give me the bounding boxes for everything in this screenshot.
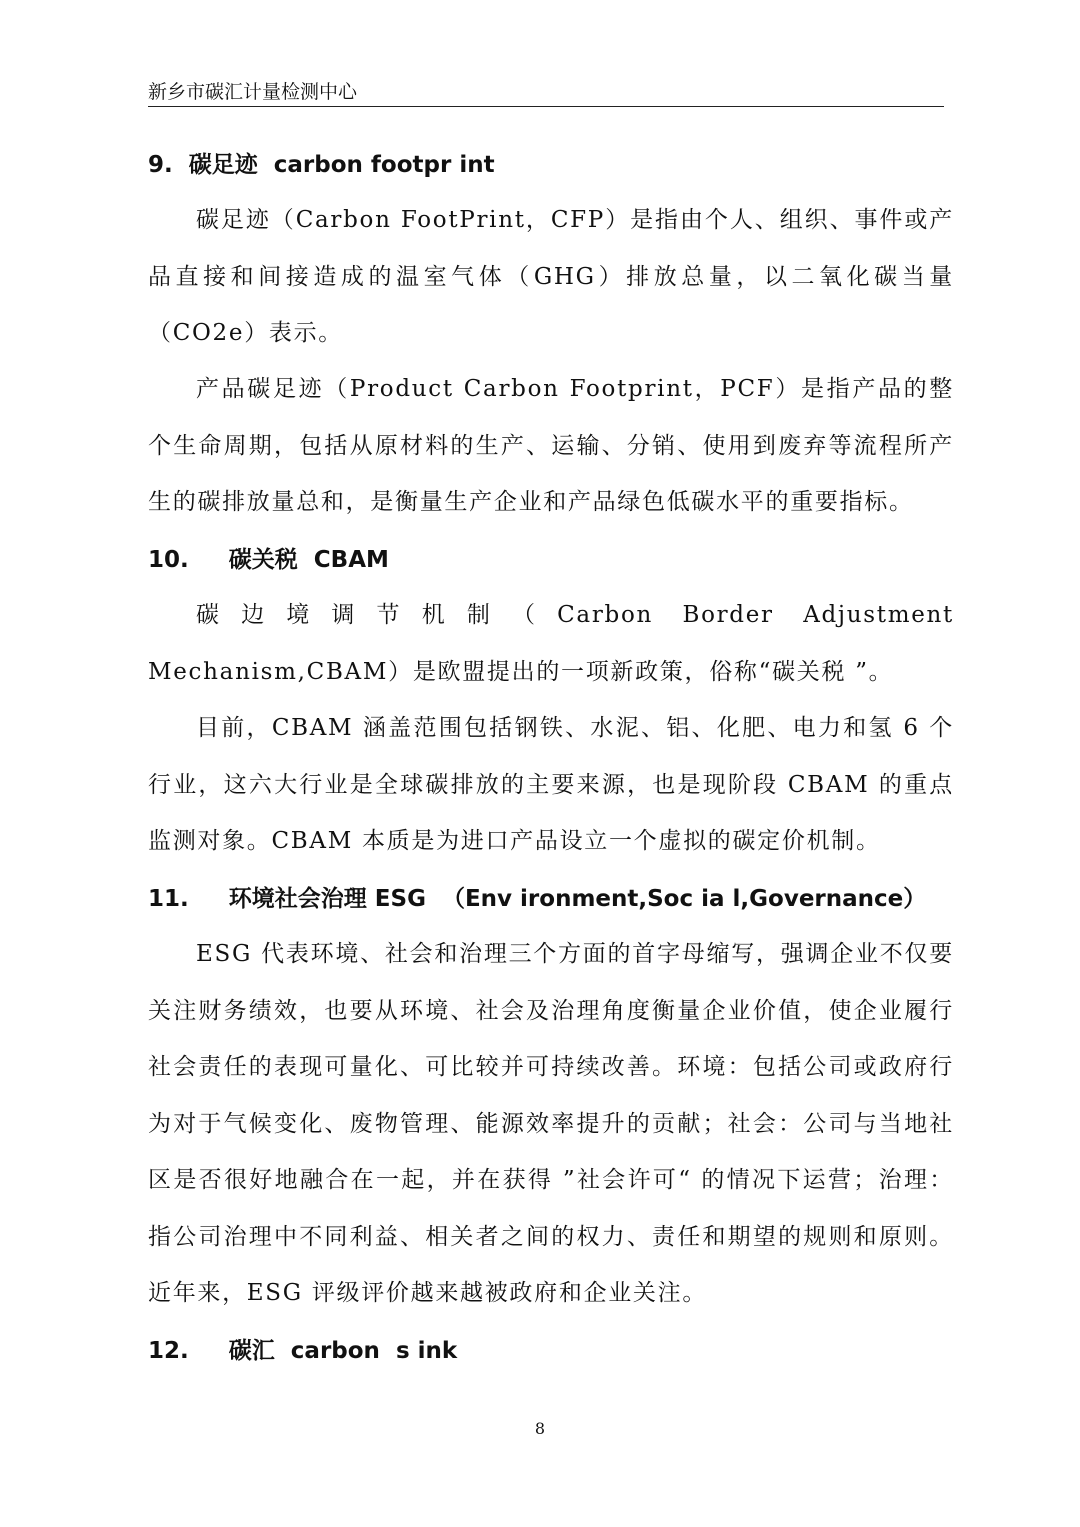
section-10-heading: 10. 碳关税 CBAM: [148, 547, 389, 573]
page-header: 新乡市碳汇计量检测中心: [148, 78, 944, 107]
section-11-heading: 11. 环境社会治理 ESG （Env ironment,Soc ia l,Governance）: [148, 886, 927, 912]
section-9-paragraph-1: 碳足迹（Carbon FootPrint，CFP）是指由个人、组织、事件或产品直接和间接造成的温室气体（GHG）排放总量，以二氧化碳当量（CO2e）表示。: [148, 207, 954, 346]
section-9-paragraph-2: 产品碳足迹（Product Carbon Footprint，PCF）是指产品的整个生命周期，包括从原材料的生产、运输、分销、使用到废弃等流程所产生的碳排放量总和，是衡量生产企业和产品绿色低碳水平的重要指标。: [148, 376, 954, 515]
section-10-paragraph-1: 碳边境调节机制（Carbon Border Adjustment Mechanism,CBAM）是欧盟提出的一项新政策，俗称“碳关税 ”。: [148, 602, 954, 685]
section-11-paragraph-1: ESG 代表环境、社会和治理三个方面的首字母缩写，强调企业不仅要关注财务绩效，也要从环境、社会及治理角度衡量企业价值，使企业履行社会责任的表现可量化、可比较并可持续改善。环境：包括公司或政府行为对于气候变化、废物管理、能源效率提升的贡献；社会：公司与当地社区是否很好地融合在一起，并在获得 ”社会许可“ 的情况下运营；治理：指公司治理中不同利益、相关者之间的权力、责任和期望的规则和原则。近年来，ESG 评级评价越来越被政府和企业关注。: [148, 941, 954, 1306]
page-number: 8: [534, 1419, 546, 1438]
section-12-heading: 12. 碳汇 carbon s ink: [148, 1338, 458, 1364]
section-10-paragraph-2: 目前，CBAM 涵盖范围包括钢铁、水泥、铝、化肥、电力和氢 6 个行业，这六大行业是全球碳排放的主要来源，也是现阶段 CBAM 的重点监测对象。CBAM 本质是为进口产品设立一个虚拟的碳定价机制。: [148, 715, 954, 854]
section-9-heading: 9. 碳足迹 carbon footpr int: [148, 152, 495, 178]
